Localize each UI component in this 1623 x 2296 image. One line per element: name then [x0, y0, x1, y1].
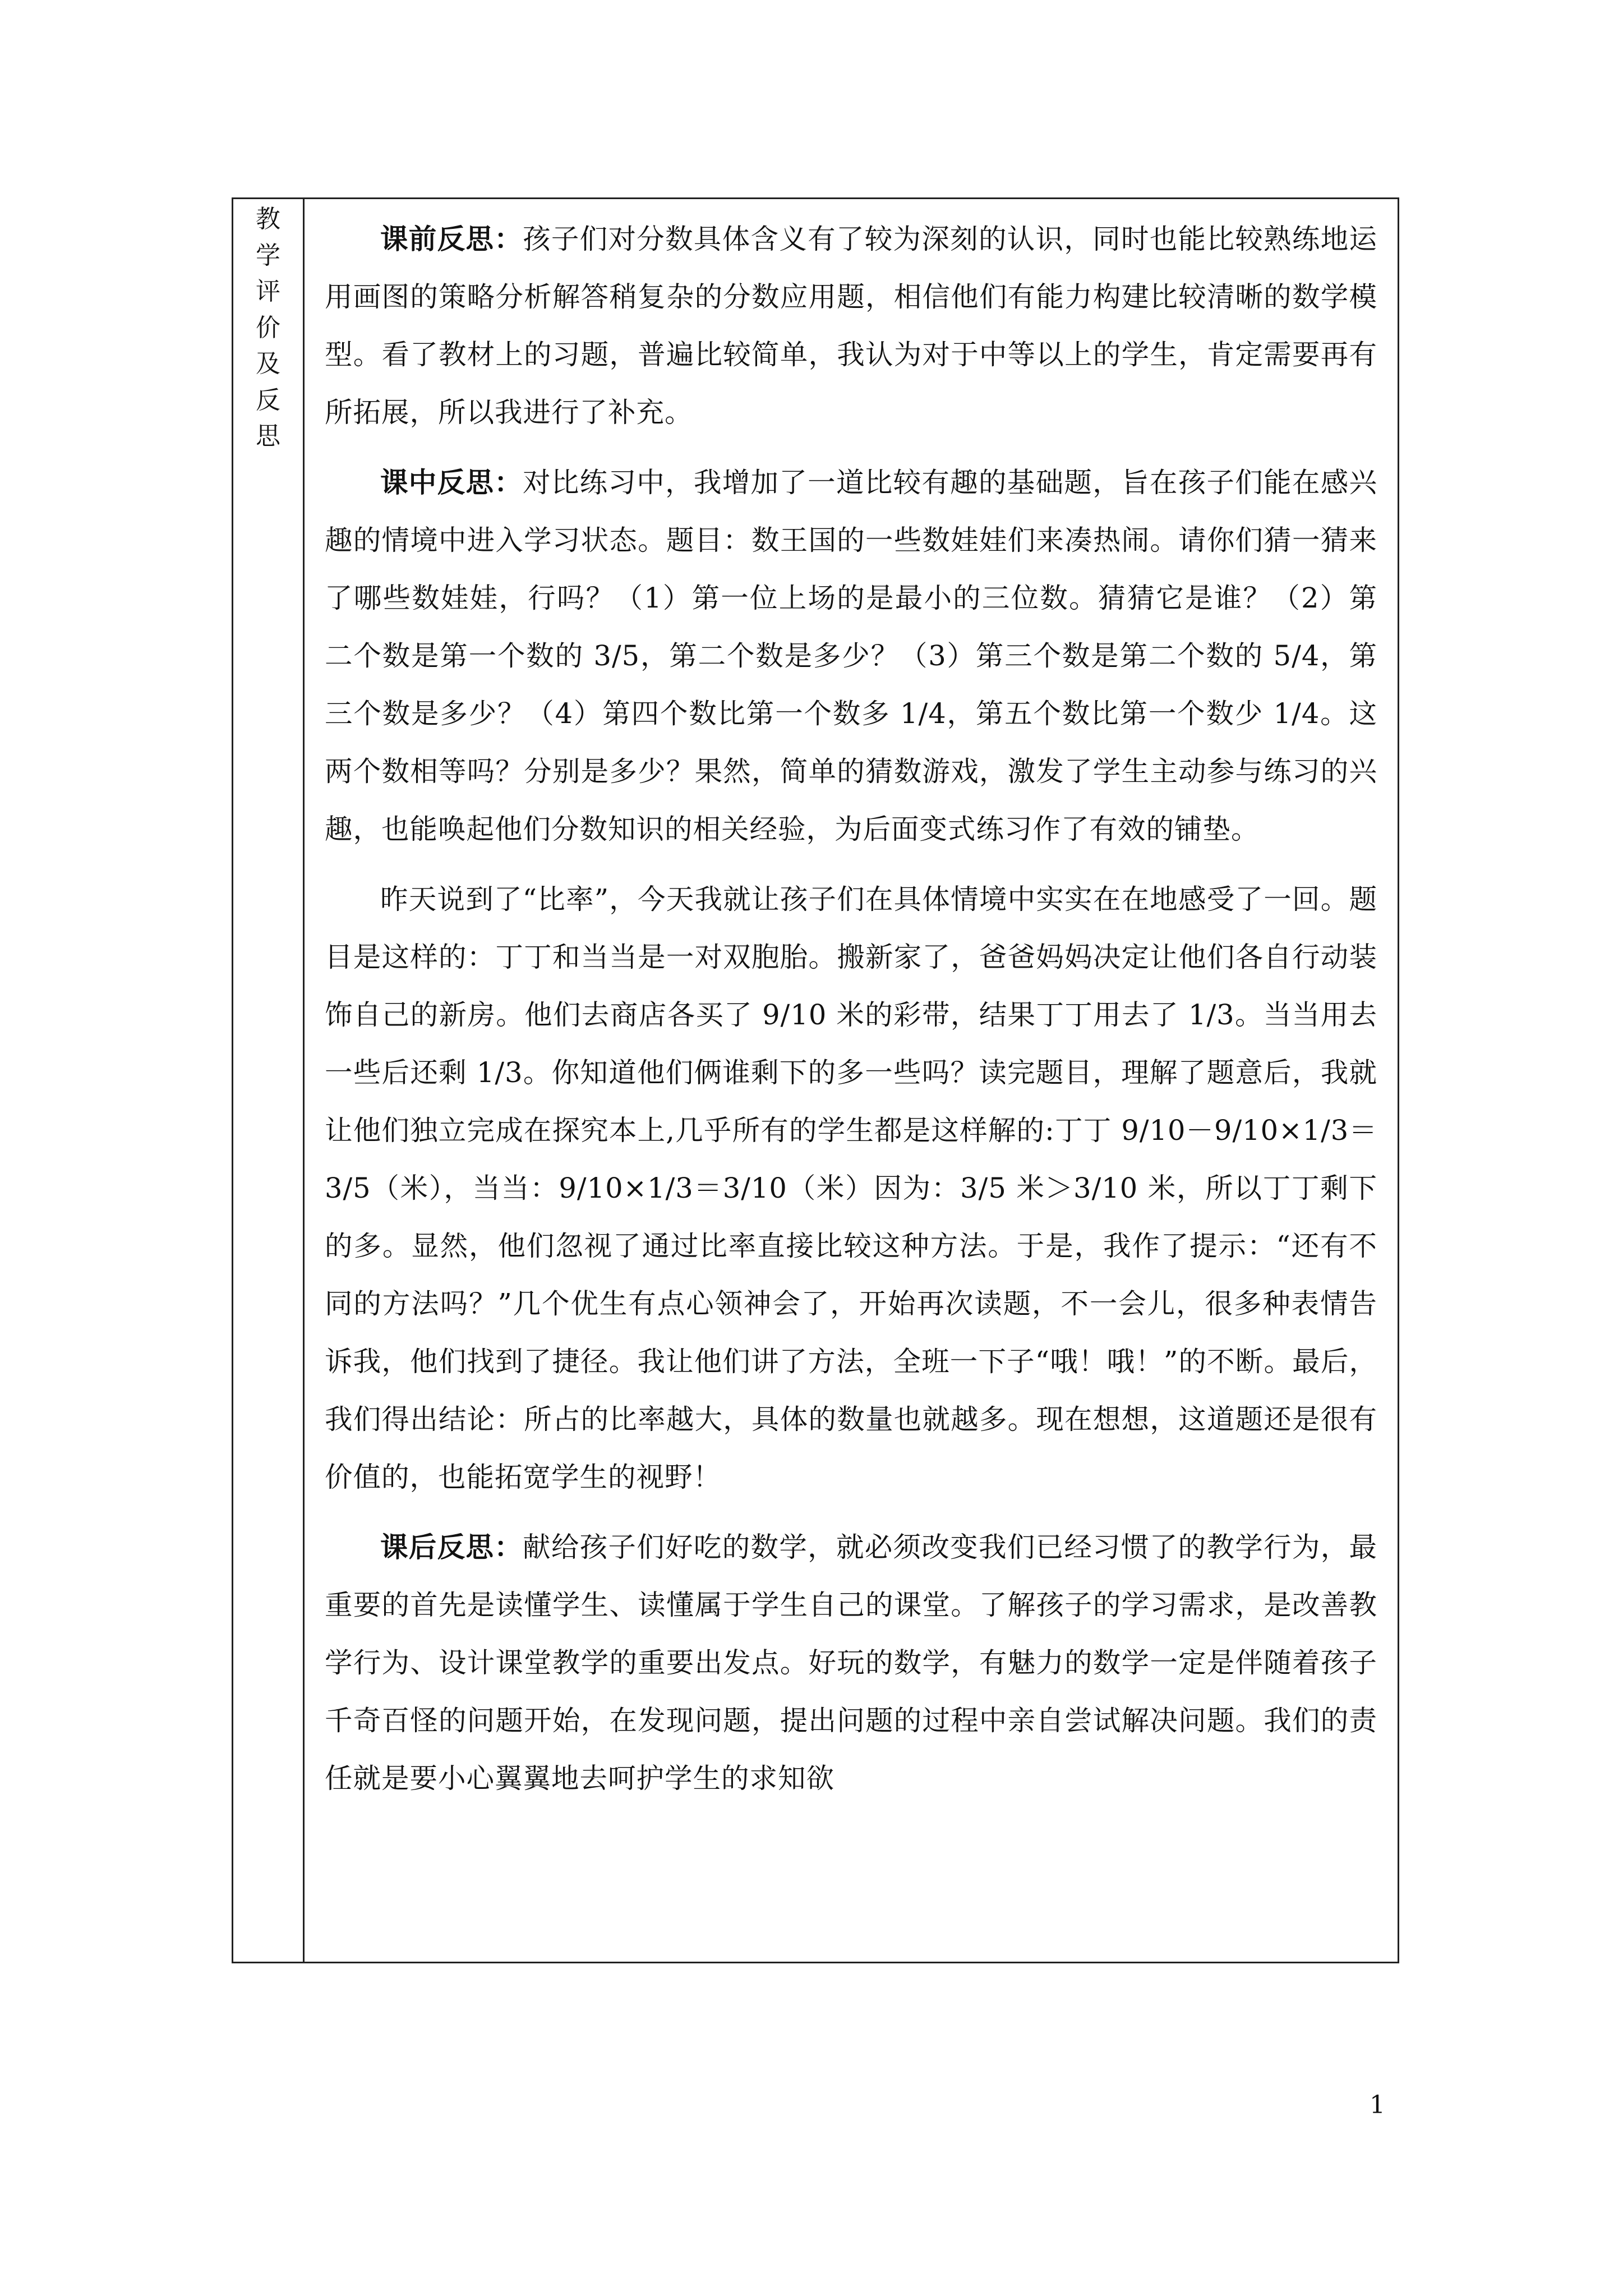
ratio-example-paragraph	[325, 871, 1377, 1506]
page-number: 1	[1370, 2091, 1385, 2119]
paragraph-lead: 课前反思：	[380, 223, 523, 255]
paragraph-lead: 课后反思：	[380, 1531, 523, 1563]
row-label-char: 思	[256, 422, 280, 450]
row-label-char: 学	[256, 241, 280, 270]
row-label-char: 教	[256, 205, 280, 233]
paragraph-lead: 课中反思：	[380, 466, 523, 499]
paragraph-text: 献给孩子们好吃的数学，就必须改变我们已经习惯了的教学行为，最重要的首先是读懂学生、读懂属于学生自己的课堂。了解孩子的学习需求，是改善教学行为、设计课堂教学的重要出发点。好玩的数学，有魅力的数学一定是伴随着孩子千奇百怪的问题开始，在发现问题，提出问题的过程中亲自尝试解决问题。我们的责任就是要小心翼翼地去呵护学生的求知欲	[325, 1531, 1378, 1795]
paragraph-text: 对比练习中，我增加了一道比较有趣的基础题，旨在孩子们能在感兴趣的情境中进入学习状态。题目：数王国的一些数娃娃们来凑热闹。请你们猜一猜来了哪些数娃娃，行吗？（1）第一位上场的是最小的三位数。猜猜它是谁？（2）第二个数是第一个数的 3/5，第二个数是多少？（3）第三个数是第二个数的 5/4，第三个数是多少？（4）第四个数比第一个数多 1/4，第五个数比第一个数少 1/4。这两个数相等吗？分别是多少？果然，简单的猜数游戏，激发了学生主动参与练习的兴趣，也能唤起他们分数知识的相关经验，为后面变式练习作了有效的铺垫。	[325, 466, 1378, 845]
row-label-char: 评	[256, 277, 280, 306]
pre-class-reflection-paragraph	[325, 210, 1377, 441]
row-label-cell	[233, 199, 305, 1962]
paragraph-text: 昨天说到了“比率”，今天我就让孩子们在具体情境中实实在在地感受了一回。题目是这样的：丁丁和当当是一对双胞胎。搬新家了，爸爸妈妈决定让他们各自行动装饰自己的新房。他们去商店各买了 9/10 米的彩带，结果丁丁用去了 1/3。当当用去一些后还剩 1/3。你知道他们俩谁剩下的多一些吗？读完题目，理解了题意后，我就让他们独立完成在探究本上,几乎所有的学生都是这样解的:丁丁 9/10－9/10×1/3＝3/5（米），当当：9/10×1/3＝3/10（米）因为：3/5 米＞3/10 米，所以丁丁剩下的多。显然，他们忽视了通过比率直接比较这种方法。于是，我作了提示：“还有不同的方法吗？”几个优生有点心领神会了，开始再次读题，不一会儿，很多种表情告诉我，他们找到了捷径。我让他们讲了方法，全班一下子“哦！哦！”的不断。最后，我们得出结论：所占的比率越大，具体的数量也就越多。现在想想，这道题还是很有价值的，也能拓宽学生的视野！	[325, 883, 1377, 1493]
reflection-table	[232, 197, 1399, 1963]
paragraph-text: 孩子们对分数具体含义有了较为深刻的认识，同时也能比较熟练地运用画图的策略分析解答稍复杂的分数应用题，相信他们有能力构建比较清晰的数学模型。看了教材上的习题，普遍比较简单，我认为对于中等以上的学生，肯定需要再有所拓展，所以我进行了补充。	[325, 223, 1378, 429]
row-label-char: 反	[256, 385, 280, 415]
reflection-content-cell	[305, 199, 1398, 1962]
in-class-reflection-paragraph	[325, 454, 1377, 858]
post-class-reflection-paragraph	[325, 1519, 1377, 1807]
row-label-char: 价	[256, 313, 280, 342]
row-label-char: 及	[256, 349, 280, 378]
